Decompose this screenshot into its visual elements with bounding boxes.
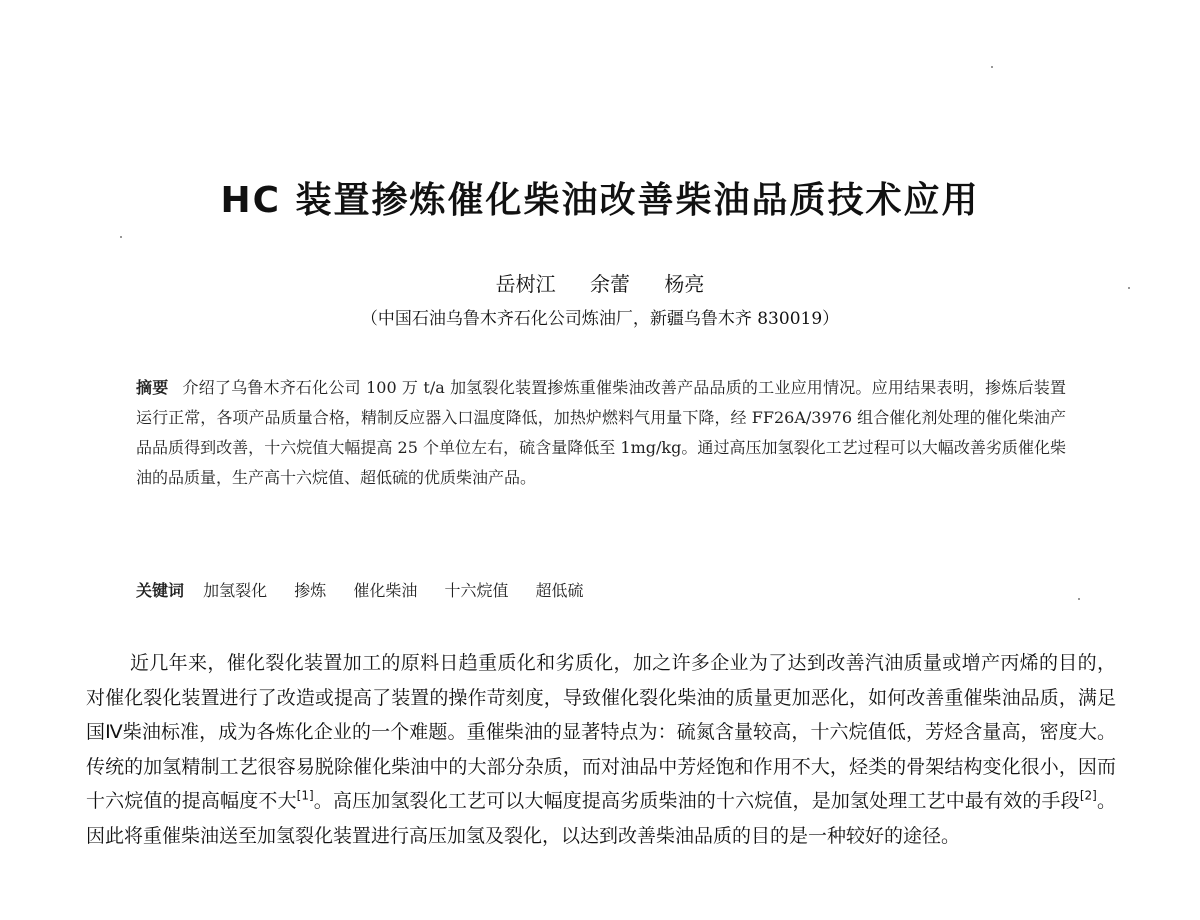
citation-ref[interactable]: [1] <box>296 788 314 803</box>
keyword-item: 十六烷值 <box>444 581 509 600</box>
abstract-text: 介绍了乌鲁木齐石化公司 100 万 t/a 加氢裂化装置掺炼重催柴油改善产品品质的工业应用情况。应用结果表明，掺炼后装置运行正常，各项产品质量合格，精制反应器入口温度降低，加热炉燃料气用量下降，经 FF26A/3976 组合催化剂处理的催化柴油产品品质得到改善，十六烷值大幅提高 25 个单位左右，硫含量降低至 1mg/kg。通过高压加氢裂化工艺过程可以大幅改善劣质催化柴油的品质量，生产高十六烷值、超低硫的优质柴油产品。 <box>136 378 1066 487</box>
keyword-item: 掺炼 <box>294 581 327 600</box>
body-text-part: 。因此将重催柴油送至加氢裂化装置进行高压加氢及裂化，以达到改善柴油品质的目的是一种较好的途径。 <box>86 790 1116 847</box>
scan-speck <box>1128 287 1130 289</box>
keyword-item: 催化柴油 <box>353 581 418 600</box>
keyword-item: 超低硫 <box>535 581 584 600</box>
scan-speck <box>120 236 122 238</box>
abstract-block <box>136 373 1066 493</box>
body-paragraph <box>86 646 1116 853</box>
keywords-block <box>136 578 606 601</box>
author-name: 岳树江 <box>495 272 556 296</box>
body-text-part: 。高压加氢裂化工艺可以大幅度提高劣质柴油的十六烷值，是加氢处理工艺中最有效的手段 <box>313 790 1080 812</box>
author-name: 杨亮 <box>664 272 705 296</box>
scan-speck <box>1078 598 1080 600</box>
citation-ref[interactable]: [2] <box>1079 788 1097 803</box>
keywords-label: 关键词 <box>136 581 185 600</box>
author-list <box>0 268 1200 297</box>
body-text-part: 近几年来，催化裂化装置加工的原料日趋重质化和劣质化，加之许多企业为了达到改善汽油质量或增产丙烯的目的，对催化裂化装置进行了改造或提高了装置的操作苛刻度，导致催化裂化柴油的质量更加恶化，如何改善重催柴油品质，满足国Ⅳ柴油标准，成为各炼化企业的一个难题。重催柴油的显著特点为：硫氮含量较高，十六烷值低，芳烃含量高，密度大。传统的加氢精制工艺很容易脱除催化柴油中的大部分杂质，而对油品中芳烃饱和作用不大，烃类的骨架结构变化很小，因而十六烷值的提高幅度不大 <box>86 652 1116 812</box>
paper-title: HC 装置掺炼催化柴油改善柴油品质技术应用 <box>220 180 980 221</box>
abstract-label: 摘要 <box>136 378 169 397</box>
keyword-item: 加氢裂化 <box>203 581 268 600</box>
author-name: 余蕾 <box>590 272 630 296</box>
scan-speck <box>991 66 993 68</box>
author-affiliation: （中国石油乌鲁木齐石化公司炼油厂，新疆乌鲁木齐 830019） <box>360 309 840 329</box>
